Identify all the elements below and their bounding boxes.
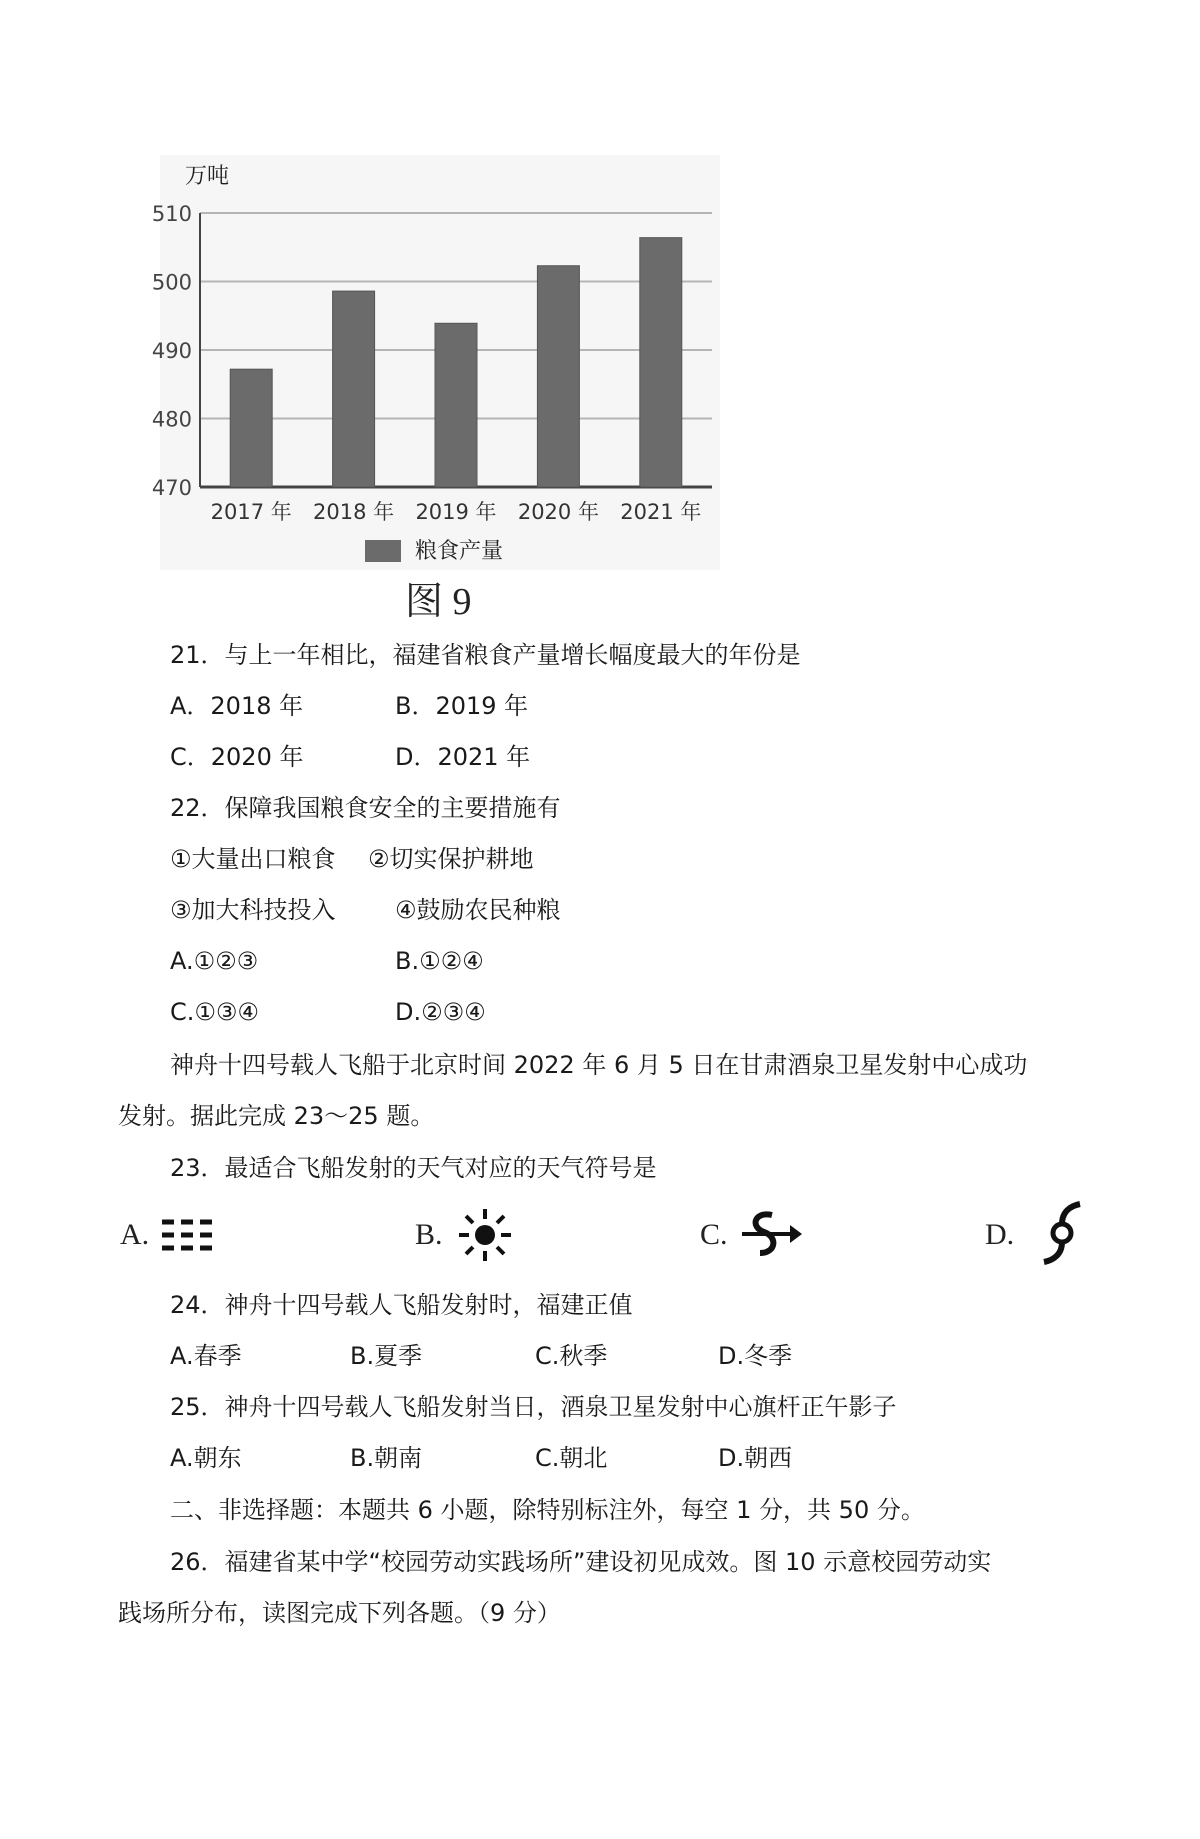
x-tick-label: 2017 年 <box>210 500 292 524</box>
question-23-option-a: A. <box>120 1218 150 1251</box>
y-axis-unit-label: 万吨 <box>185 164 230 189</box>
question-24-option-d: D.冬季 <box>718 1342 793 1370</box>
question-25-stem: 25．神舟十四号载人飞船发射当日，酒泉卫星发射中心旗杆正午影子 <box>170 1393 897 1421</box>
question-22-option-c: C.①③④ <box>170 998 259 1026</box>
question-23-option-c: C. <box>700 1218 728 1251</box>
question-22-stem: 22．保障我国粮食安全的主要措施有 <box>170 794 561 822</box>
x-tick-label: 2021 年 <box>620 500 702 524</box>
question-23-stem: 23．最适合飞船发射的天气对应的天气符号是 <box>170 1154 657 1182</box>
question-23-option-d: D. <box>985 1218 1015 1251</box>
question-22-statement-3: ③加大科技投入 <box>170 896 336 924</box>
question-21-option-d: D．2021 年 <box>395 743 531 771</box>
x-tick-label: 2020 年 <box>517 500 599 524</box>
question-21-option-b: B．2019 年 <box>395 692 529 720</box>
question-21-option-a: A．2018 年 <box>170 692 304 720</box>
question-24-option-a: A.春季 <box>170 1342 242 1370</box>
question-25-option-d: D.朝西 <box>718 1444 793 1472</box>
grain-production-bar-chart <box>151 155 720 570</box>
question-21-stem: 21．与上一年相比，福建省粮食产量增长幅度最大的年份是 <box>170 641 801 669</box>
question-22-option-d: D.②③④ <box>395 998 486 1026</box>
y-tick-label: 480 <box>151 407 192 432</box>
bar-2018年 <box>333 291 375 487</box>
bar-2019年 <box>435 323 477 487</box>
question-21-option-c: C．2020 年 <box>170 743 304 771</box>
section-2-heading: 二、非选择题：本题共 6 小题，除特别标注外，每空 1 分，共 50 分。 <box>170 1496 925 1524</box>
y-tick-label: 500 <box>151 270 192 295</box>
question-23-option-b: B. <box>415 1218 443 1251</box>
fog-symbol-icon <box>160 1215 216 1255</box>
y-tick-label: 470 <box>151 476 192 500</box>
typhoon-symbol-icon <box>1040 1202 1084 1264</box>
bar-2017年 <box>230 369 272 487</box>
question-25-option-a: A.朝东 <box>170 1444 242 1472</box>
question-22-statement-4: ④鼓励农民种粮 <box>395 896 561 924</box>
y-tick-label: 490 <box>151 339 192 363</box>
question-22-statement-1: ①大量出口粮食 <box>170 845 336 873</box>
bar-2020年 <box>537 266 579 487</box>
x-axis-ticks <box>211 500 702 524</box>
question-26-line-1: 26．福建省某中学“校园劳动实践场所”建设初见成效。图 10 示意校园劳动实 <box>170 1548 992 1576</box>
question-24-option-b: B.夏季 <box>350 1342 423 1370</box>
question-24-option-c: C.秋季 <box>535 1342 608 1370</box>
question-22-option-b: B.①②④ <box>395 947 484 975</box>
passage-line-2: 发射。据此完成 23～25 题。 <box>118 1102 435 1130</box>
question-25-option-c: C.朝北 <box>535 1444 608 1472</box>
legend-swatch <box>365 540 401 562</box>
question-22-option-a: A.①②③ <box>170 947 259 975</box>
question-22-statement-2: ②切实保护耕地 <box>368 845 534 873</box>
sandstorm-symbol-icon <box>740 1207 804 1263</box>
bar-2021年 <box>640 238 682 487</box>
question-24-stem: 24．神舟十四号载人飞船发射时，福建正值 <box>170 1291 633 1319</box>
x-tick-label: 2019 年 <box>415 500 497 524</box>
passage-line-1: 神舟十四号载人飞船于北京时间 2022 年 6 月 5 日在甘肃酒泉卫星发射中心成功 <box>170 1051 1028 1079</box>
x-tick-label: 2018 年 <box>313 500 395 524</box>
question-26-line-2: 践场所分布，读图完成下列各题。（9 分） <box>118 1599 561 1627</box>
sunny-symbol-icon <box>455 1207 515 1263</box>
y-tick-label: 510 <box>151 202 192 226</box>
figure-caption: 图 9 <box>405 581 472 623</box>
legend-label: 粮食产量 <box>415 539 504 564</box>
question-25-option-b: B.朝南 <box>350 1444 423 1472</box>
